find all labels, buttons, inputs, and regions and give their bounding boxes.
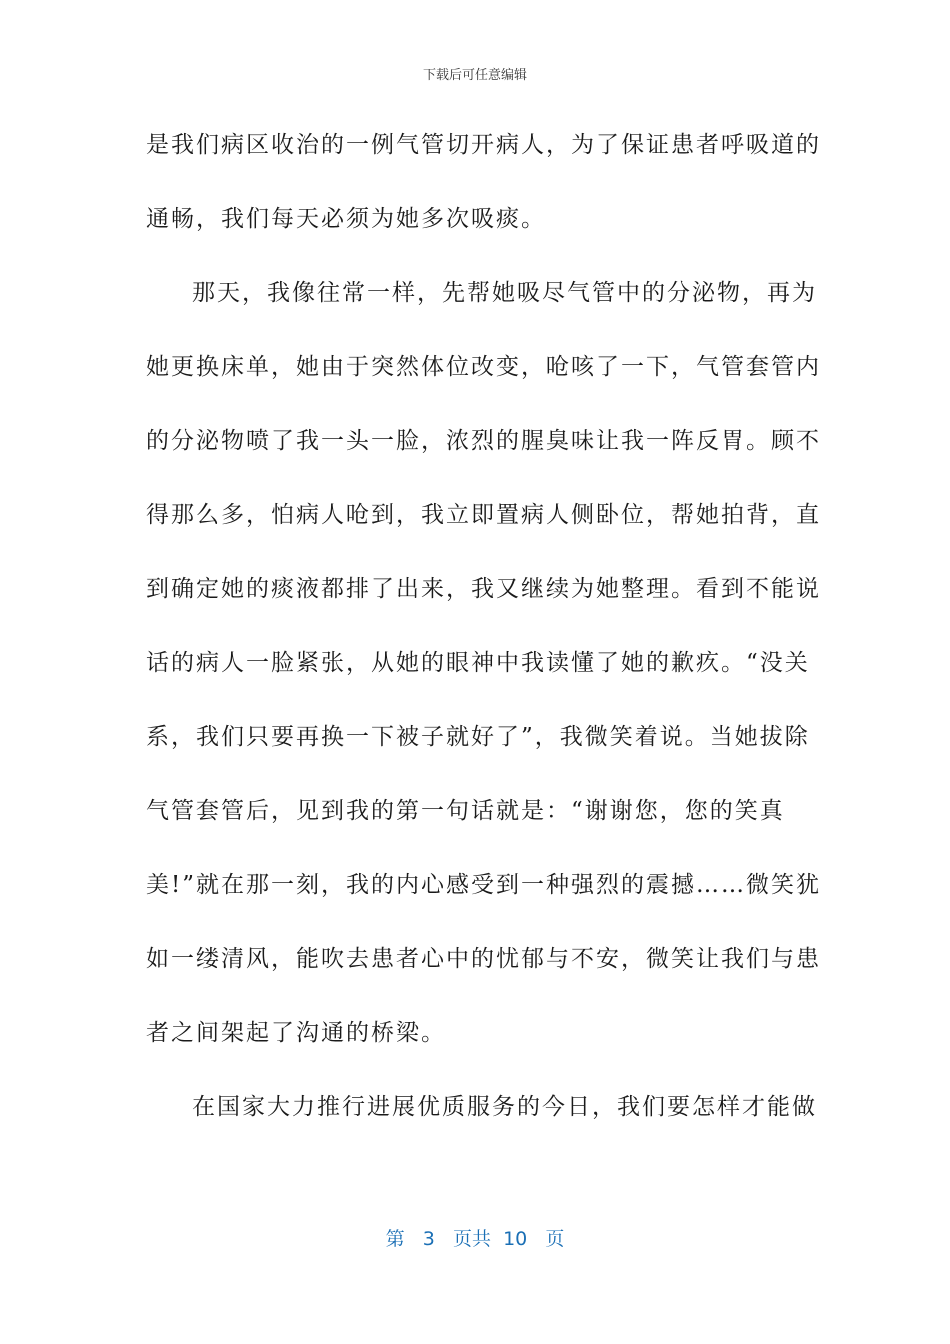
page-footer	[0, 1224, 950, 1251]
paragraph-line: 她更换床单，她由于突然体位改变，呛咳了一下，气管套管内	[146, 354, 821, 380]
paragraph-line: 的分泌物喷了我一头一脸，浓烈的腥臭味让我一阵反胃。顾不	[146, 428, 821, 454]
paragraph-line: 通畅，我们每天必须为她多次吸痰。	[146, 206, 546, 232]
paragraph-line: 如一缕清风，能吹去患者心中的忧郁与不安，微笑让我们与患	[146, 946, 821, 972]
paragraph-line: 系，我们只要再换一下被子就好了”，我微笑着说。当她拔除	[146, 724, 810, 750]
paragraph-line: 那天，我像往常一样，先帮她吸尽气管中的分泌物，再为	[192, 280, 817, 306]
paragraph-line: 话的病人一脸紧张，从她的眼神中我读懂了她的歉疚。“没关	[146, 650, 810, 676]
paragraph-line: 到确定她的痰液都排了出来，我又继续为她整理。看到不能说	[146, 576, 821, 602]
paragraph-line: 美!”就在那一刻，我的内心感受到一种强烈的震撼……微笑犹	[146, 872, 822, 898]
total-pages-number: 10	[503, 1228, 528, 1250]
paragraph-line: 气管套管后，见到我的第一句话就是：“谢谢您，您的笑真	[146, 798, 785, 824]
page-suffix: 页	[545, 1228, 565, 1250]
page-header: 下载后可任意编辑	[422, 68, 527, 83]
current-page-number: 3	[422, 1228, 435, 1250]
paragraph-line: 得那么多，怕病人呛到，我立即置病人侧卧位，帮她拍背，直	[146, 502, 821, 528]
paragraph-line: 是我们病区收治的一例气管切开病人，为了保证患者呼吸道的	[146, 132, 821, 158]
paragraph-line: 者之间架起了沟通的桥梁。	[146, 1020, 446, 1046]
page-middle: 页共	[452, 1228, 491, 1250]
document-body	[146, 118, 822, 1154]
paragraph-line: 在国家大力推行进展优质服务的今日，我们要怎样才能做	[192, 1094, 817, 1120]
page-prefix: 第	[385, 1228, 405, 1250]
